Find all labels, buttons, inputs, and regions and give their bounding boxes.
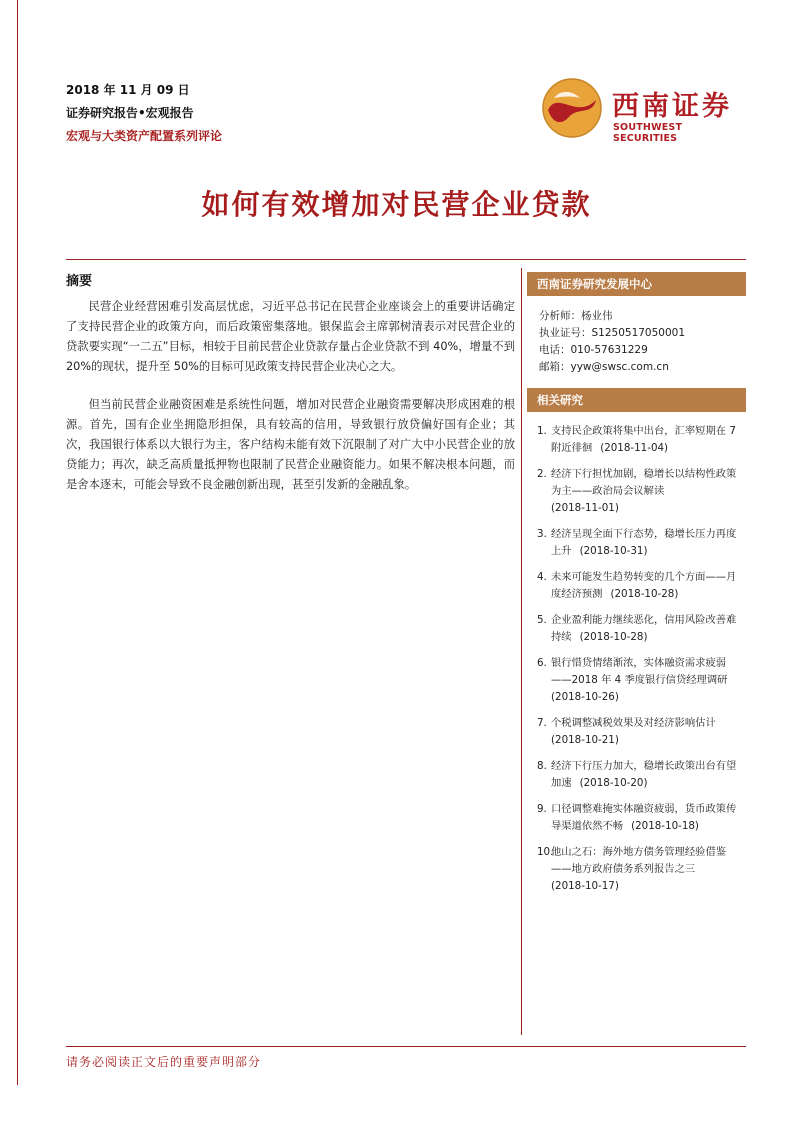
list-item[interactable] bbox=[537, 526, 746, 560]
analyst-email-label: 邮箱： bbox=[539, 361, 571, 373]
left-border-line bbox=[17, 0, 18, 1085]
analyst-phone: 010-57631229 bbox=[570, 344, 648, 356]
list-item-date: (2018-10-28) bbox=[579, 631, 648, 643]
report-series: 宏观与大类资产配置系列评论 bbox=[66, 129, 223, 143]
analyst-license: S1250517050001 bbox=[591, 327, 686, 339]
list-item-number: 3. bbox=[537, 528, 547, 540]
list-item-title: 口径调整难掩实体融资疲弱，货币政策传导渠道依然不畅 bbox=[551, 803, 737, 832]
analyst-email[interactable]: yyw@swsc.com.cn bbox=[570, 361, 669, 373]
abstract-heading: 摘要 bbox=[66, 274, 93, 289]
divider-bottom bbox=[66, 1046, 746, 1047]
list-item-title: 企业盈利能力继续恶化，信用风险改善难持续 bbox=[551, 614, 737, 643]
analyst-phone-label: 电话： bbox=[539, 344, 571, 356]
sidebar bbox=[527, 272, 746, 904]
list-item-date: (2018-10-20) bbox=[579, 777, 648, 789]
list-item[interactable] bbox=[537, 569, 746, 603]
list-item-date: (2018-11-01) bbox=[551, 502, 619, 514]
analyst-license-row bbox=[539, 325, 746, 342]
divider-top bbox=[66, 259, 746, 260]
list-item[interactable] bbox=[537, 655, 746, 706]
list-item-date: (2018-10-31) bbox=[579, 545, 648, 557]
list-item[interactable] bbox=[537, 801, 746, 835]
analyst-info bbox=[527, 308, 746, 376]
list-item-title: 支持民企政策将集中出台，汇率短期在 7 附近徘徊 bbox=[551, 425, 736, 454]
analyst-license-label: 执业证号： bbox=[539, 327, 592, 339]
analyst-email-row bbox=[539, 359, 746, 376]
list-item-number: 6. bbox=[537, 657, 547, 669]
list-item-number: 4. bbox=[537, 571, 547, 583]
list-item-number: 5. bbox=[537, 614, 547, 626]
list-item[interactable] bbox=[537, 758, 746, 792]
report-type: 证券研究报告•宏观报告 bbox=[66, 106, 194, 120]
list-item-date: (2018-10-21) bbox=[551, 734, 619, 746]
logo-mark-icon bbox=[540, 76, 604, 140]
list-item-title: 未来可能发生趋势转变的几个方面——月度经济预测 bbox=[551, 571, 737, 600]
list-item-date: (2018-10-18) bbox=[631, 820, 699, 832]
related-research-header: 相关研究 bbox=[527, 388, 746, 412]
list-item[interactable] bbox=[537, 715, 746, 749]
analyst-name-label: 分析师： bbox=[539, 310, 581, 322]
list-item-number: 10. bbox=[537, 846, 554, 858]
list-item-number: 1. bbox=[537, 425, 547, 437]
list-item-number: 7. bbox=[537, 717, 547, 729]
report-header bbox=[66, 79, 222, 148]
list-item-title: 经济下行担忧加剧，稳增长以结构性政策为主——政治局会议解读 bbox=[551, 468, 737, 497]
analyst-phone-row bbox=[539, 342, 746, 359]
logo-name-en: SOUTHWEST SECURITIES bbox=[613, 122, 683, 144]
abstract-paragraph: 民营企业经营困难引发高层忧虑，习近平总书记在民营企业座谈会上的重要讲话确定了支持民营企业的政策方向，而后政策密集落地。银保监会主席郭树清表示对民营企业的贷款要实现“一二五”目标，相较于目前民营企业贷款存量占企业贷款不到 40%，增量不到 20%的现状，提升至 50%的目标可见政策支持民营企业决心之大。 bbox=[66, 300, 515, 373]
abstract-section bbox=[66, 270, 515, 513]
list-item-title: 银行惜贷情绪渐浓，实体融资需求疲弱——2018 年 4 季度银行信贷经理调研 bbox=[551, 657, 728, 686]
list-item-date: (2018-10-17) bbox=[551, 880, 619, 892]
list-item-date: (2018-10-26) bbox=[551, 691, 619, 703]
list-item-date: (2018-10-28) bbox=[610, 588, 679, 600]
list-item-title: 他山之石：海外地方债务管理经验借鉴——地方政府债务系列报告之三 bbox=[551, 846, 727, 875]
company-logo bbox=[540, 76, 740, 144]
list-item[interactable] bbox=[537, 844, 746, 895]
related-research-list bbox=[527, 423, 746, 895]
list-item-title: 经济下行压力加大，稳增长政策出台有望加速 bbox=[551, 760, 737, 789]
analyst-name-row bbox=[539, 308, 746, 325]
list-item-date: (2018-11-04) bbox=[600, 442, 669, 454]
column-divider bbox=[521, 268, 522, 1035]
list-item-number: 2. bbox=[537, 468, 547, 480]
list-item[interactable] bbox=[537, 423, 746, 457]
list-item[interactable] bbox=[537, 612, 746, 646]
list-item[interactable] bbox=[537, 466, 746, 517]
footer-disclaimer: 请务必阅读正文后的重要声明部分 bbox=[66, 1055, 262, 1069]
list-item-number: 9. bbox=[537, 803, 547, 815]
list-item-number: 8. bbox=[537, 760, 547, 772]
list-item-title: 经济呈现全面下行态势，稳增长压力再度上升 bbox=[551, 528, 737, 557]
logo-name-cn: 西南证券 bbox=[612, 91, 732, 122]
report-date: 2018 年 11 月 09 日 bbox=[66, 83, 190, 97]
analyst-name: 杨业伟 bbox=[581, 310, 613, 322]
abstract-paragraph: 但当前民营企业融资困难是系统性问题，增加对民营企业融资需要解决形成困难的根源。首先，国有企业坐拥隐形担保，具有较高的信用，导致银行放贷偏好国有企业；其次，我国银行体系以大银行为主，客户结构未能有效下沉限制了对广大中小民营企业的放贷能力；再次，缺乏高质量抵押物也限制了民营企业融资能力。如果不解决根本问题，而是舍本逐末，可能会导致不良金融创新出现，甚至引发新的金融乱象。 bbox=[66, 398, 515, 491]
research-center-header: 西南证券研究发展中心 bbox=[527, 272, 746, 296]
page-title: 如何有效增加对民营企业贷款 bbox=[201, 188, 592, 221]
list-item-title: 个税调整减税效果及对经济影响估计 bbox=[551, 717, 716, 729]
